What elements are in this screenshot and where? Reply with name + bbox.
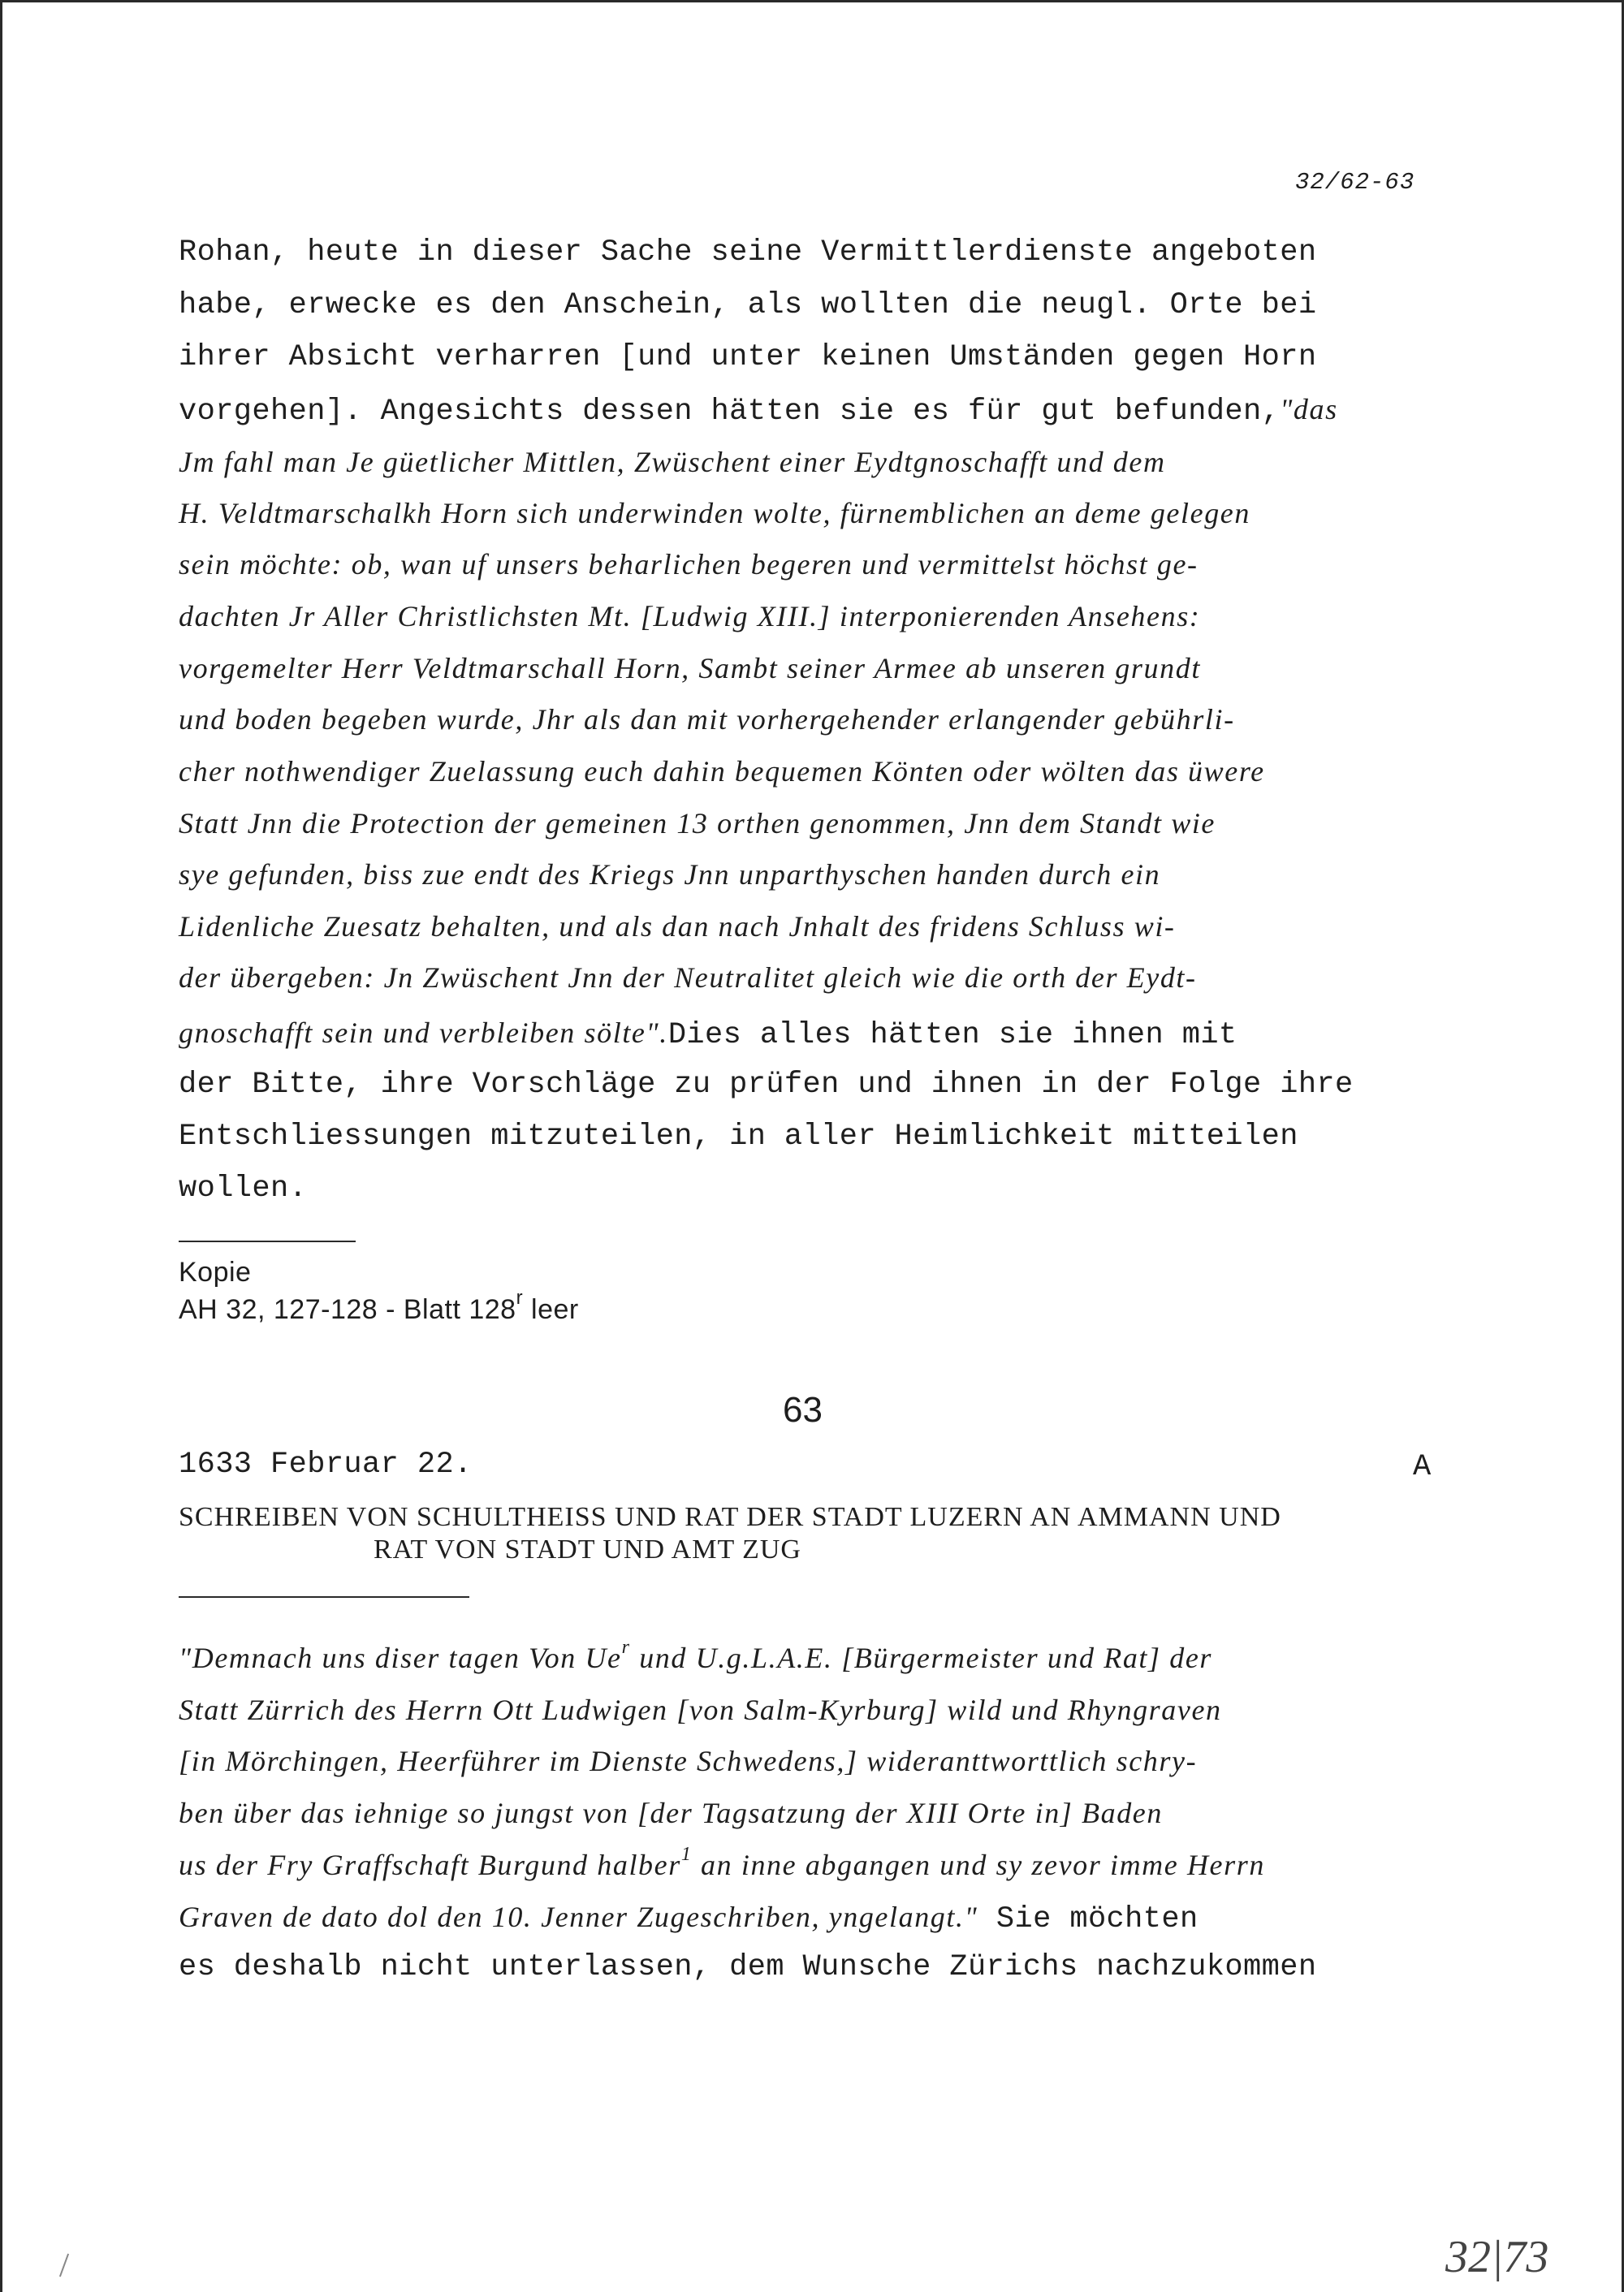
quote-line: Jm fahl man Je güetlicher Mittlen, Zwüschent einer Eydtgnoschafft und dem <box>179 446 1166 478</box>
mixed-line <box>179 1902 1199 1935</box>
scan-top-border <box>0 0 1624 2</box>
quote-superscript: r <box>621 1637 631 1658</box>
quote-text: "das <box>1280 393 1338 425</box>
quote-text: an inne abgangen und sy zevor imme Herrn <box>692 1849 1265 1881</box>
quote-text: Graven de dato dol den 10. Jenner Zugeschriben, yngelangt." <box>179 1901 978 1933</box>
source-ref-tail: leer <box>523 1294 579 1325</box>
body-line <box>179 395 1338 427</box>
body-line <box>179 1018 1237 1051</box>
body-line: der Bitte, ihre Vorschläge zu prüfen und ihnen in der Folge ihre <box>179 1068 1354 1102</box>
document-date: 1633 Februar 22. <box>179 1448 473 1482</box>
source-separator <box>179 1241 356 1242</box>
quote-line: Lidenliche Zuesatz behalten, und als dan nach Jnhalt des fridens Schluss wi- <box>179 910 1176 943</box>
body-line: Rohan, heute in dieser Sache seine Vermittlerdienste angeboten <box>179 235 1317 270</box>
document-number: 63 <box>783 1390 823 1430</box>
quote-line: sein möchte: ob, wan uf unsers beharlichen begeren und vermittelst höchst ge- <box>179 548 1199 581</box>
quote-line <box>179 1844 1265 1881</box>
quote-line: der übergeben: Jn Zwüschent Jnn der Neutralitet gleich wie die orth der Eydt- <box>179 961 1197 994</box>
quote-line: vorgemelter Herr Veldtmarschall Horn, Sambt seiner Armee ab unseren grundt <box>179 652 1201 684</box>
quote-text: und U.g.L.A.E. [Bürgermeister und Rat] der <box>630 1642 1213 1674</box>
body-line: wollen. <box>179 1172 308 1206</box>
document-title-line-2: RAT VON STADT UND AMT ZUG <box>374 1534 801 1565</box>
folio-number: 32|73 <box>1445 2232 1549 2282</box>
body-line: ihrer Absicht verharren [und unter keinen Umständen gegen Horn <box>179 340 1317 374</box>
quote-text: gnoschafft sein und verbleiben sölte". <box>179 1017 668 1049</box>
title-separator <box>179 1596 469 1598</box>
scan-mark <box>59 2254 69 2277</box>
quote-line: cher nothwendiger Zuelassung euch dahin bequemen Könten oder wölten das üwere <box>179 755 1265 788</box>
scan-left-border <box>0 0 2 2292</box>
quote-text: us der Fry Graffschaft Burgund halber <box>179 1849 681 1881</box>
quote-line: Statt Jnn die Protection der gemeinen 13 orthen genommen, Jnn dem Standt wie <box>179 807 1216 840</box>
body-line: habe, erwecke es den Anschein, als wollten die neugl. Orte bei <box>179 288 1317 322</box>
document-title-line-1: SCHREIBEN VON SCHULTHEISS UND RAT DER STADT LUZERN AN AMMANN UND <box>179 1502 1281 1532</box>
body-text: Sie möchten <box>978 1902 1199 1936</box>
quote-line: und boden begeben wurde, Jhr als dan mit vorhergehender erlangender gebührli- <box>179 703 1235 736</box>
source-ref-superscript: r <box>516 1287 524 1309</box>
document-category-letter: A <box>1413 1450 1432 1484</box>
page-reference: 32/62-63 <box>1295 169 1415 196</box>
quote-line <box>179 1637 1213 1674</box>
quote-line: ben über das iehnige so jungst von [der Tagsatzung der XIII Orte in] Baden <box>179 1797 1163 1829</box>
body-text: vorgehen]. Angesichts dessen hätten sie es für gut befunden, <box>179 395 1281 429</box>
body-line: es deshalb nicht unterlassen, dem Wunsche Zürichs nachzukommen <box>179 1950 1317 1984</box>
quote-line: sye gefunden, biss zue endt des Kriegs Jnn unparthyschen handen durch ein <box>179 858 1161 891</box>
source-ref-text: AH 32, 127-128 - Blatt 128 <box>179 1294 516 1325</box>
quote-line: H. Veldtmarschalkh Horn sich underwinden wolte, fürnemblichen an deme gelegen <box>179 497 1250 529</box>
footnote-marker: 1 <box>680 1844 693 1865</box>
body-line: Entschliessungen mitzuteilen, in aller Heimlichkeit mitteilen <box>179 1120 1298 1154</box>
body-text: Dies alles hätten sie ihnen mit <box>667 1018 1237 1052</box>
quote-text: "Demnach uns diser tagen Von Ue <box>179 1642 622 1674</box>
quote-line: Statt Zürrich des Herrn Ott Ludwigen [von Salm-Kyrburg] wild und Rhyngraven <box>179 1694 1222 1726</box>
quote-line: dachten Jr Aller Christlichsten Mt. [Ludwig XIII.] interponierenden Ansehens: <box>179 600 1201 632</box>
quote-line: [in Mörchingen, Heerführer im Dienste Schwedens,] wideranttworttlich schry- <box>179 1745 1198 1777</box>
source-type: Kopie <box>179 1257 252 1288</box>
source-reference <box>179 1287 579 1325</box>
